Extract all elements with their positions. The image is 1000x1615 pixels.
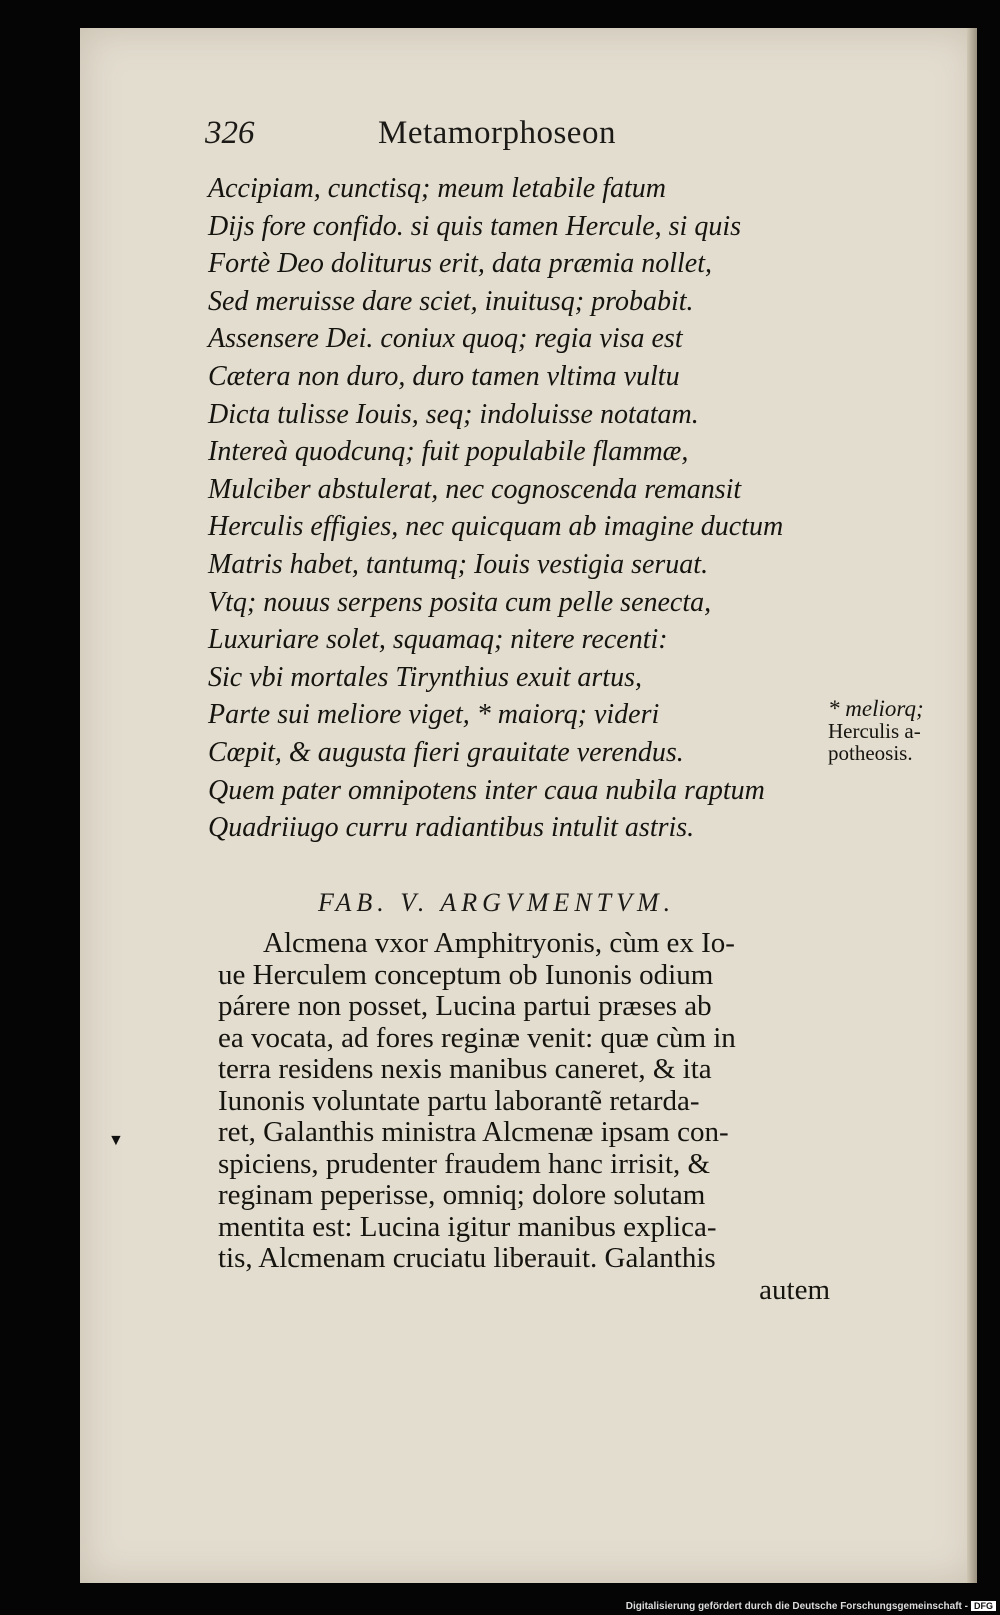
argument-text [218, 928, 830, 1306]
prose-line: spiciens, prudenter fraudem hanc irrisit, & [218, 1147, 711, 1180]
verse-line: Cætera non duro, duro tamen vltima vultu [208, 360, 680, 392]
verse-line: Accipiam, cunctisq; meum letabile fatum [208, 173, 666, 204]
prose-line: terra residens nexis manibus caneret, & ita [218, 1053, 712, 1085]
verse-line: Sed meruisse dare sciet, inuitusq; probabit. [208, 285, 694, 317]
argument-heading: FAB. V. ARGVMENTVM. [318, 888, 676, 917]
prose-line: mentita est: Lucina igitur manibus explica- [218, 1210, 717, 1243]
catchword: autem [759, 1273, 830, 1306]
marginal-note [828, 698, 968, 764]
prose-line: Alcmena vxor Amphitryonis, cùm ex Io- [263, 927, 735, 959]
footer-text: Digitalisierung gefördert durch die Deutsche Forschungsgemeinschaft - [625, 1601, 968, 1612]
prose-line: tis, Alcmenam cruciatu liberauit. Galanthis [218, 1242, 716, 1274]
verse-block [208, 170, 828, 847]
verse-line: Luxuriare solet, squamaq; nitere recenti: [208, 624, 668, 656]
dfg-logo: DFG [971, 1601, 996, 1611]
verse-line: Fortè Deo doliturus erit, data præmia nollet, [208, 248, 712, 280]
prose-line: Iunonis voluntate partu laborantẽ retarda- [218, 1084, 700, 1117]
marginal-note-line: potheosis. [828, 741, 913, 765]
verse-line: Assensere Dei. coniux quoq; regia visa est [208, 323, 683, 355]
verse-line: Matris habet, tantumq; Iouis vestigia seruat. [208, 548, 709, 580]
prose-line: párere non posset, Lucina partui præses ab [218, 990, 712, 1022]
verse-line: Intereà quodcunq; fuit populabile flammæ, [208, 436, 689, 468]
prose-line: ea vocata, ad fores reginæ venit: quæ cùm in [218, 1021, 736, 1054]
verse-line: Dijs fore confido. si quis tamen Hercule, si quis [208, 210, 741, 242]
verse-line: Sic vbi mortales Tirynthius exuit artus, [208, 661, 642, 693]
digitization-footer [626, 1601, 996, 1612]
prose-line: reginam peperisse, omniq; dolore solutam [218, 1179, 706, 1211]
verse-line: Herculis effigies, nec quicquam ab imagine ductum [208, 511, 784, 543]
ink-mark-icon: ▼ [108, 1132, 124, 1149]
prose-line: ret, Galanthis ministra Alcmenæ ipsam con- [218, 1116, 729, 1148]
verse-line: Cœpit, & augusta fieri grauitate verendus. [208, 736, 684, 768]
marginal-note-line: Herculis a- [828, 719, 921, 743]
verse-line: Vtq; nouus serpens posita cum pelle senecta, [208, 586, 712, 618]
verse-line: Dicta tulisse Iouis, seq; indoluisse notatam. [208, 398, 699, 430]
verse-line: Quem pater omnipotens inter caua nubila raptum [208, 774, 765, 806]
verse-line: Parte sui meliore viget, * maiorq; videri [208, 699, 660, 731]
verse-line: Mulciber abstulerat, nec cognoscenda remansit [208, 473, 742, 505]
running-title: Metamorphoseon [378, 115, 616, 151]
page-number: 326 [205, 115, 255, 151]
verse-line: Quadriiugo curru radiantibus intulit astris. [208, 812, 695, 844]
marginal-note-line: * meliorq; [828, 696, 924, 721]
prose-line: ue Herculem conceptum ob Iunonis odium [218, 958, 714, 991]
